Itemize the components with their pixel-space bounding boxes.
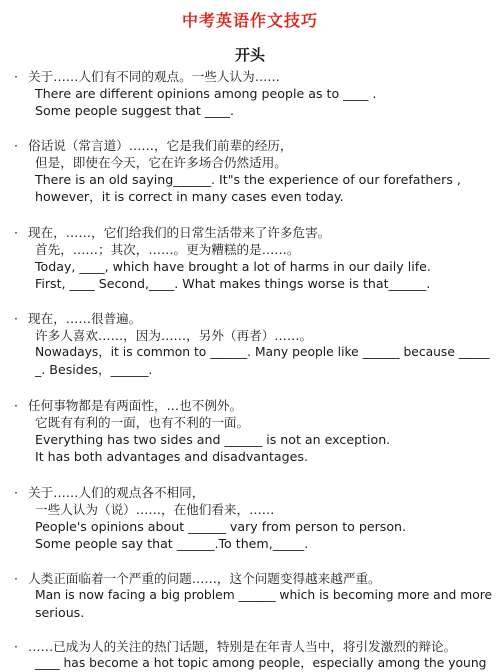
english-line: Some people suggest that ____.	[35, 103, 234, 118]
bullet-icon: ·	[14, 639, 19, 654]
phrase-block-8	[14, 638, 490, 672]
chinese-line: 现在，……很普遍。	[28, 311, 142, 326]
phrase-block-4	[14, 310, 490, 378]
chinese-line: 首先，……；其次，……。更为糟糕的是……。	[35, 242, 300, 257]
english-line: serious.	[35, 605, 85, 620]
english-line: Nowadays，it is common to ______. Many people like ______ because _____	[35, 345, 490, 359]
chinese-line: 任何事物都是有两面性，…也不例外。	[28, 398, 243, 413]
chinese-line: 关于……人们有不同的观点。一些人认为……	[28, 69, 280, 84]
english-line: There are different opinions among people as to ____ .	[35, 86, 377, 101]
section-heading: 开头	[234, 46, 265, 64]
phrase-block-6	[14, 484, 490, 552]
page-title: 中考英语作文技巧	[181, 11, 318, 30]
bullet-icon: ·	[14, 571, 19, 586]
chinese-line: ……已成为人的关注的热门话题，特别是在年青人当中，将引发激烈的辩论。	[28, 639, 457, 654]
english-line: People's opinions about ______ vary from person to person.	[35, 519, 407, 534]
bullet-icon: ·	[14, 69, 19, 84]
bullet-icon: ·	[14, 138, 19, 153]
chinese-line: 俗话说（常言道）……，它是我们前辈的经历，	[28, 138, 293, 153]
chinese-line: 许多人喜欢……，因为……，另外（再者）……。	[35, 328, 313, 343]
chinese-line: 它既有有利的一面，也有不利的一面。	[35, 415, 250, 430]
phrase-block-1	[14, 68, 490, 119]
english-line: however，it is correct in many cases even today.	[35, 189, 344, 204]
english-line: _. Besides，______.	[35, 362, 153, 377]
english-line: Some people say that ______.To them,_____.	[35, 536, 309, 551]
bullet-icon: ·	[14, 485, 19, 500]
english-line: First, ____ Second,____. What makes things worse is that______.	[35, 276, 431, 291]
english-line: Today, ____, which have brought a lot of harms in our daily life.	[35, 259, 431, 274]
english-line: It has both advantages and disadvantages.	[35, 449, 308, 464]
english-line: Man is now facing a big problem ______ which is becoming more and more	[35, 588, 493, 602]
english-line: ____ has become a hot topic among people，especially among the young	[35, 656, 487, 670]
phrase-block-2	[14, 137, 490, 205]
phrase-block-7	[14, 570, 493, 621]
bullet-icon: ·	[14, 311, 19, 326]
chinese-line: 一些人认为（说）……，在他们看来，……	[35, 502, 275, 517]
bullet-icon: ·	[14, 398, 19, 413]
english-line: Everything has two sides and ______ is not an exception.	[35, 432, 391, 447]
chinese-line: 关于……人们的观点各不相同，	[28, 485, 205, 500]
bullet-icon: ·	[14, 225, 19, 240]
phrase-block-3	[14, 224, 490, 292]
chinese-line: 现在，……，它们给我们的日常生活带来了许多危害。	[28, 225, 331, 240]
phrase-block-5	[14, 397, 490, 465]
chinese-line: 人类正面临着一个严重的问题……，这个问题变得越来越严重。	[28, 571, 381, 586]
english-line: There is an old saying______. It"s the experience of our forefathers ,	[35, 172, 461, 187]
chinese-line: 但是，即使在今天，它在许多场合仍然适用。	[35, 155, 287, 170]
